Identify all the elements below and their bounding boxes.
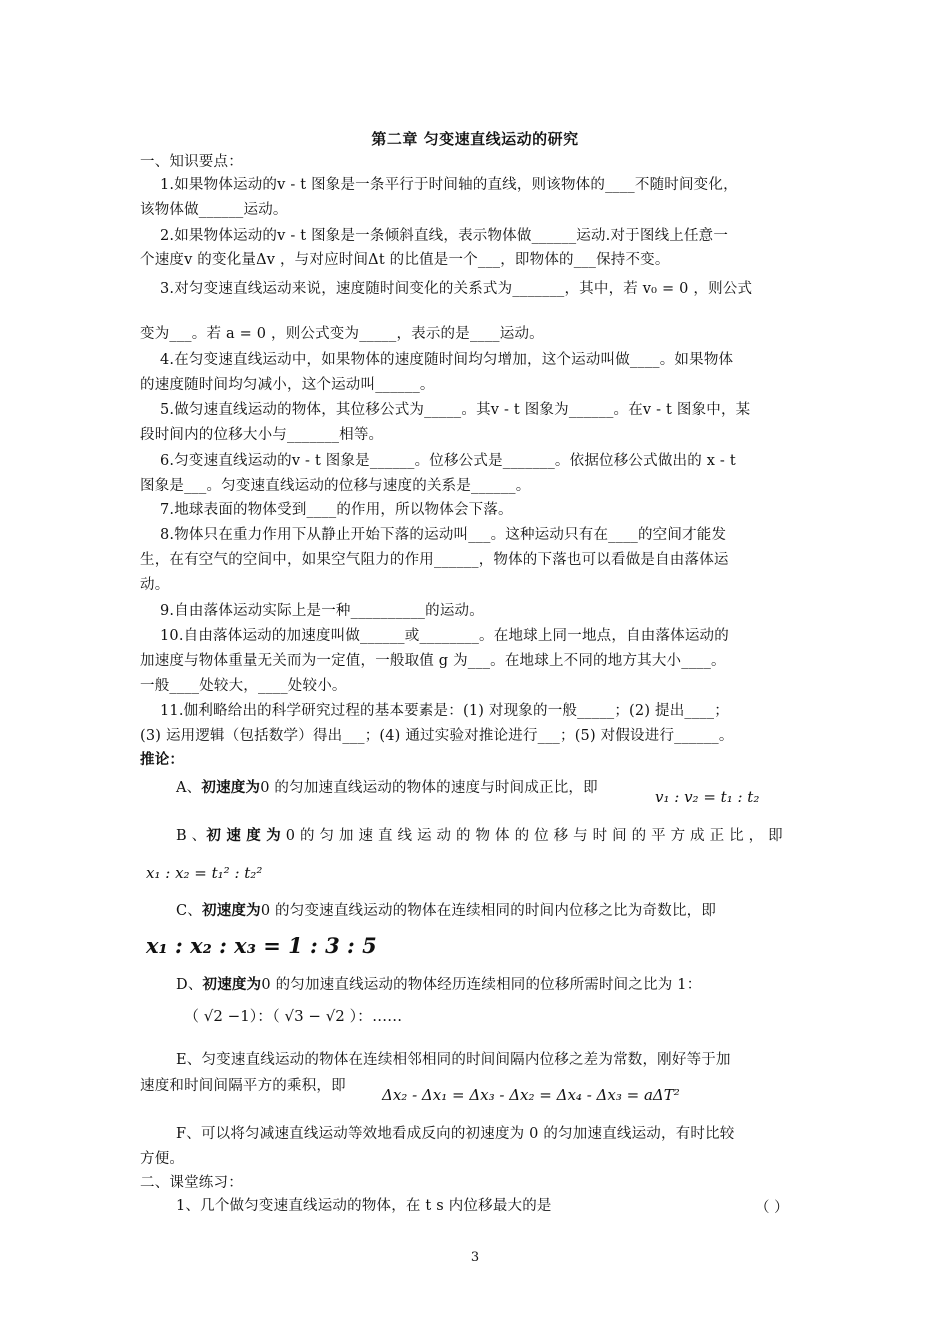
item-10-line-1: 10.自由落体运动的加速度叫做______或________。在地球上同一地点，自由落体运动的 [160, 628, 729, 644]
inference-d-text: 0 的匀加速直线运动的物体经历连续相同的位移所需时间之比为 1： [261, 977, 702, 993]
item-2-line-2: 个速度v 的变化量Δv ，与对应时间Δt 的比值是一个___，即物体的___保持不变。 [140, 252, 670, 268]
item-8-line-3: 动。 [140, 577, 170, 593]
inference-b-text: 0 的 匀 加 速 直 线 运 动 的 物 体 的 位 移 与 时 间 的 平 方 成 正 比 ， 即 [280, 828, 783, 844]
item-2-line-1: 2.如果物体运动的v - t 图象是一条倾斜直线，表示物体做______运动.对于图线上任意一 [160, 228, 729, 244]
item-1-line-1: 1.如果物体运动的v - t 图象是一条平行于时间轴的直线，则该物体的____不随时间变化， [160, 177, 738, 193]
inference-e-formula: Δx₂ - Δx₁ = Δx₃ - Δx₂ = Δx₄ - Δx₃ = aΔT² [382, 1086, 680, 1104]
item-5-line-1: 5.做匀速直线运动的物体，其位移公式为_____。其v - t 图象为______。在v - t 图象中，某 [160, 402, 751, 418]
inference-d-formula: （ √2 −1）：（ √3 − √2 ）：…… [184, 1007, 403, 1025]
inference-b [176, 826, 846, 846]
item-3-line-2: 变为___。若 a = 0 ，则公式变为_____，表示的是____运动。 [140, 326, 544, 342]
inference-c-prefix: C、 [176, 903, 202, 919]
inference-f-line-2: 方便。 [140, 1151, 185, 1167]
inference-a-prefix: A、 [176, 780, 202, 796]
item-8-line-1: 8.物体只在重力作用下从静止开始下落的运动叫___。这种运动只有在____的空间才能发 [160, 527, 727, 543]
inference-e-line-1: E、匀变速直线运动的物体在连续相邻相同的时间间隔内位移之差为常数，刚好等于加 [176, 1052, 731, 1068]
inference-a-text: 0 的匀加速直线运动的物体的速度与时间成正比，即 [260, 780, 598, 796]
inference-d-prefix: D、 [176, 977, 203, 993]
inference-c-text: 0 的匀变速直线运动的物体在连续相同的时间内位移之比为奇数比，即 [260, 903, 717, 919]
inference-d [176, 975, 846, 995]
item-10-line-2: 加速度与物体重量无关而为一定值，一般取值 g 为___。在地球上不同的地方其大小____。 [140, 653, 726, 669]
inference-a-bold: 初速度为 [201, 779, 261, 796]
item-10-line-3: 一般____处较大，____处较小。 [140, 678, 347, 694]
section-heading-exercise: 二、课堂练习： [140, 1175, 243, 1191]
item-3-line-1: 3.对匀变速直线运动来说，速度随时间变化的关系式为_______，其中，若 v₀ = 0 ，则公式 [160, 281, 753, 297]
item-5-line-2: 段时间内的位移大小与_______相等。 [140, 427, 384, 443]
inference-a-formula: v₁ : v₂ = t₁ : t₂ [655, 788, 760, 806]
item-9: 9.自由落体运动实际上是一种__________的运动。 [160, 603, 484, 619]
item-4-line-2: 的速度随时间均匀减小，这个运动叫______。 [140, 377, 435, 393]
item-6-line-1: 6.匀变速直线运动的v - t 图象是______。位移公式是_______。依据位移公式做出的 x - t [160, 453, 736, 469]
section-heading-knowledge: 一、知识要点： [140, 154, 243, 170]
item-7: 7.地球表面的物体受到____的作用，所以物体会下落。 [160, 502, 513, 518]
inference-b-prefix: B 、 [176, 828, 207, 844]
inference-b-formula: x₁ : x₂ = t₁² : t₂² [146, 864, 263, 882]
inference-c [176, 901, 846, 921]
item-4-line-1: 4.在匀变速直线运动中，如果物体的速度随时间均匀增加，这个运动叫做____。如果物体 [160, 352, 734, 368]
exercise-1-question: 1、几个做匀变速直线运动的物体，在 t s 内位移最大的是 [176, 1198, 552, 1214]
page-number: 3 [470, 1250, 480, 1265]
inference-f-line-1: F、可以将匀减速直线运动等效地看成反向的初速度为 0 的匀加速直线运动，有时比较 [176, 1126, 735, 1142]
item-6-line-2: 图象是___。匀变速直线运动的位移与速度的关系是______。 [140, 478, 531, 494]
item-11-line-1: 11.伽利略给出的科学研究过程的基本要素是：(1) 对现象的一般_____；(2) 提出____； [160, 703, 729, 719]
item-11-line-2: (3) 运用逻辑（包括数学）得出___；(4) 通过实验对推论进行___；(5) 对假设进行______。 [140, 728, 734, 744]
item-8-line-2: 生，在有空气的空间中，如果空气阻力的作用______，物体的下落也可以看做是自由落体运 [140, 552, 729, 568]
item-1-line-2: 该物体做______运动。 [140, 202, 288, 218]
inference-c-formula: x₁ : x₂ : x₃ = 1 : 3 : 5 [146, 933, 377, 958]
inference-e-line-2: 速度和时间间隔平方的乘积，即 [140, 1078, 346, 1094]
inference-c-bold: 初速度为 [202, 902, 261, 919]
inference-b-bold: 初 速 度 为 [206, 827, 281, 844]
exercise-1-answer-bracket: （ ） [755, 1200, 789, 1216]
inference-heading: 推论： [140, 751, 185, 768]
inference-d-bold: 初速度为 [202, 976, 262, 993]
chapter-title: 第二章 匀变速直线运动的研究 [371, 130, 579, 148]
